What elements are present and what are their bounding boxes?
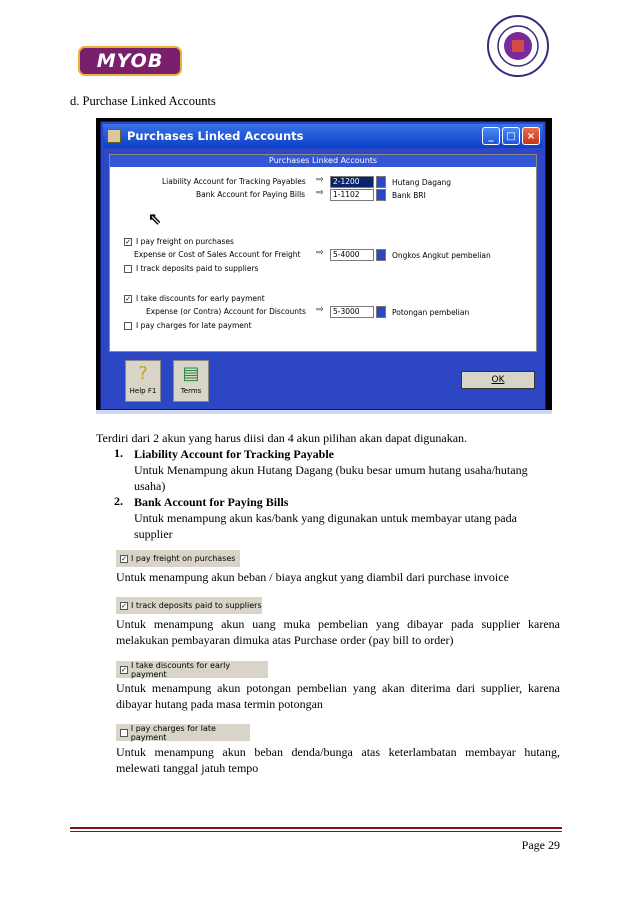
footer-rule-thin [70, 831, 562, 832]
deposits-option-label: I track deposits paid to suppliers [131, 601, 262, 610]
freight-lookup-icon[interactable] [376, 249, 386, 261]
deposits-option-checkbox: ✓ [121, 601, 127, 610]
myob-logo-text: MYOB [96, 50, 164, 72]
freight-checkbox[interactable]: ✓ [125, 237, 131, 246]
background-strip [96, 410, 552, 414]
bank-account-field[interactable]: 1-1102 [330, 189, 374, 201]
liability-account-label: Liability Account for Tracking Payables [162, 177, 306, 186]
purchases-linked-accounts-screenshot [96, 118, 552, 414]
terms-card-icon: ▤ [182, 363, 200, 384]
window-titlebar [103, 124, 543, 148]
late-charges-option-snippet [116, 724, 250, 741]
deposits-option-description: Untuk menampung akun uang muka pembelian yang dibayar pada supplier karena melakukan pembayaran dimuka atas Purchase order (pay bill to order) [116, 617, 560, 647]
page-number: Page 29 [521, 838, 560, 852]
liability-account-name: Hutang Dagang [392, 178, 452, 187]
bank-account-name: Bank BRI [392, 191, 426, 200]
panel-header: Purchases Linked Accounts [110, 155, 536, 167]
close-icon[interactable]: × [522, 127, 540, 145]
app-icon [107, 129, 121, 143]
freight-account-label: Expense or Cost of Sales Account for Freight [134, 250, 301, 259]
purchases-linked-accounts-window [100, 121, 546, 410]
discounts-option-checkbox: ✓ [121, 665, 127, 674]
terms-button-label: Terms [180, 387, 202, 395]
footer-rule [70, 827, 562, 829]
help-button-label: Help F1 [129, 387, 157, 395]
ok-button[interactable]: OK [461, 371, 535, 389]
linked-accounts-panel [109, 154, 537, 352]
deposits-checkbox-row[interactable] [124, 264, 258, 273]
window-title: Purchases Linked Accounts [127, 129, 304, 143]
discounts-account-field[interactable]: 5-3000 [330, 306, 374, 318]
freight-arrow-icon: ⇨ [316, 248, 324, 258]
question-mark-icon: ? [138, 363, 148, 384]
discounts-lookup-icon[interactable] [376, 306, 386, 318]
deposits-checkbox[interactable] [124, 265, 132, 273]
late-charges-option-label: I pay charges for late payment [130, 723, 216, 742]
liability-lookup-icon[interactable] [376, 176, 386, 188]
item1-title: Liability Account for Tracking Payable [134, 447, 335, 461]
liability-arrow-icon: ⇨ [316, 175, 324, 185]
mouse-cursor-icon: ⇖ [148, 209, 162, 228]
discounts-checkbox[interactable]: ✓ [125, 294, 131, 303]
intro-text: Terdiri dari 2 akun yang harus diisi dan 4 akun pilihan akan dapat digunakan. [96, 431, 468, 445]
freight-checkbox-label: I pay freight on purchases [136, 237, 234, 246]
discounts-option-label: I take discounts for early payment [130, 660, 231, 679]
deposits-checkbox-label: I track deposits paid to suppliers [136, 264, 259, 273]
bank-arrow-icon: ⇨ [316, 188, 324, 198]
discounts-option-snippet [116, 661, 268, 678]
freight-option-description: Untuk menampung akun beban / biaya angkut yang diambil dari purchase invoice [116, 570, 509, 584]
freight-account-field[interactable]: 5-4000 [330, 249, 374, 261]
discounts-checkbox-row[interactable] [124, 294, 265, 303]
liability-account-field[interactable]: 2-1200 [330, 176, 374, 188]
item2-number: 2. [114, 494, 123, 508]
item1-number: 1. [114, 446, 123, 460]
late-charges-option-checkbox [120, 729, 128, 737]
discounts-account-name: Potongan pembelian [392, 308, 470, 317]
discounts-arrow-icon: ⇨ [316, 305, 324, 315]
item1-description: Untuk Menampung akun Hutang Dagang (buku besar umum hutang usaha/hutang usaha) [134, 463, 528, 493]
myob-logo [78, 46, 182, 76]
help-button[interactable] [125, 360, 161, 402]
discounts-checkbox-label: I take discounts for early payment [136, 294, 265, 303]
item2-description: Untuk menampung akun kas/bank yang digunakan untuk membayar utang pada supplier [134, 511, 517, 541]
freight-option-snippet [116, 550, 240, 567]
late-charges-option-description: Untuk menampung akun beban denda/bunga atas keterlambatan membayar hutang, melewati tanggal jatuh tempo [116, 745, 560, 775]
late-charges-checkbox[interactable] [124, 322, 132, 330]
maximize-icon[interactable]: □ [502, 127, 520, 145]
freight-option-label: I pay freight on purchases [131, 554, 236, 563]
freight-account-name: Ongkos Angkut pembelian [392, 251, 491, 260]
minimize-icon[interactable]: _ [482, 127, 500, 145]
terms-button[interactable] [173, 360, 209, 402]
late-charges-checkbox-label: I pay charges for late payment [136, 321, 252, 330]
deposits-option-snippet [116, 597, 262, 614]
section-title: d. Purchase Linked Accounts [70, 94, 216, 108]
university-seal-icon [486, 14, 550, 78]
item2-title: Bank Account for Paying Bills [134, 495, 289, 509]
late-charges-checkbox-row[interactable] [124, 321, 252, 330]
bank-lookup-icon[interactable] [376, 189, 386, 201]
discounts-account-label: Expense (or Contra) Account for Discounts [146, 307, 306, 316]
discounts-option-description: Untuk menampung akun potongan pembelian yang akan diterima dari supplier, karena dibayar hutang pada masa termin potongan [116, 681, 560, 711]
bank-account-label: Bank Account for Paying Bills [196, 190, 306, 199]
freight-option-checkbox: ✓ [121, 554, 127, 563]
freight-checkbox-row[interactable] [124, 237, 234, 246]
